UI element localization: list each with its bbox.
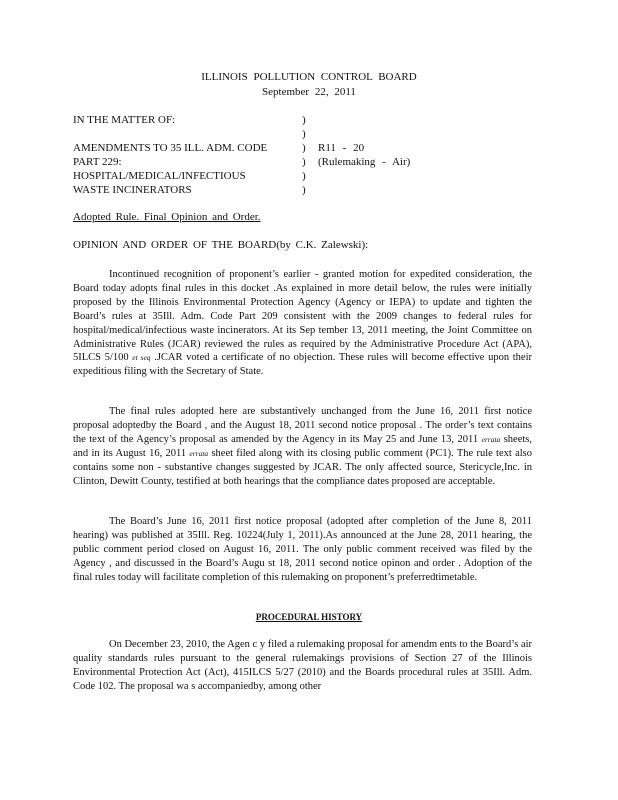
caption-left-line: WASTE INCINERATORS [73,184,192,196]
docket-number: R11 - 20 [318,142,365,154]
opinion-heading: OPINION AND ORDER OF THE BOARD(by C.K. Zalewski): [73,239,369,251]
rulemaking-type: (Rulemaking - Air) [318,156,411,168]
adopted-rule-line: Adopted Rule. Final Opinion and Order. [73,211,261,223]
caption-left-line: HOSPITAL/MEDICAL/INFECTIOUS [73,170,246,182]
caption-left-line: AMENDMENTS TO 35 ILL. ADM. CODE [73,142,268,154]
caption-paren: ) [302,128,306,140]
caption-paren: ) [302,170,306,182]
paragraph-1: Incontinued recognition of proponent’s earlier - granted motion for expedited consideration, the Board today adopts final rules in this docket .As explained in more detail below, the rules were initially proposed by the Illinois Environmental Protection Agency (Agency or IEPA) to update and tighten the Board’s rules at 35Ill. Adm. Code Part 209 consistent with the 2009 changes to federal rules for hospital/medical/infectious waste incinerators. At its Sep tember 13, 2011 meeting, the Joint Committee on Administrative Rules (JCAR) reviewed the rules as required by the Administrative Procedure Act (APA), 5ILCS 5/100 et seq .JCAR voted a certificate of no objection. These rules will become effective upon their expeditious filing with the Secretary of State. [73,269,532,378]
section-heading: PROCEDURAL HISTORY [255,612,363,622]
caption-paren: ) [302,142,306,154]
paragraph-4: On December 23, 2010, the Agen c y filed a rulemaking proposal for amendm ents to the Board’s air quality standards rules pursuant to the general rulemakings provisions of Section 27 of the Illinois Environmental Protection Act (Act), 415ILCS 5/27 (2010) and the Boards procedural rules at 35Ill. Adm. Code 102. The proposal wa s accompaniedby, among other [73,639,532,692]
caption-left-line: IN THE MATTER OF: [73,114,176,126]
caption-paren: ) [302,114,306,126]
paragraph-3: The Board’s June 16, 2011 first notice proposal (adopted after completion of the June 8, 2011 hearing) was published at 35Ill. Reg. 10224(July 1, 2011).As announced at the June 28, 2011 hearing, the public comment period closed on August 16, 2011. The only public comment received was filed by the Agency , and discussed in the Board’s Augu st 18, 2011 second notice opinon and order . Adoption of the final rules today will facilitate completion of this rulemaking on proponent’s preferredtimetable. [73,516,532,583]
document-date: September 22, 2011 [262,86,356,98]
paragraph-2: The final rules adopted here are substantively unchanged from the June 16, 2011 first notice proposal adoptedby the Board , and the August 18, 2011 second notice proposal . The order’s text contains the text of the Agency’s proposal as amended by the Agency in its May 25 and June 13, 2011 errata sheets, and in its August 16, 2011 errata sheet filed along with its closing public comment (PC1). The rule text also contains some non - substantive changes suggested by JCAR. The only affected source, Stericycle,Inc. in Clinton, Dewitt County, testified at both hearings that the compliance dates proposed are acceptable. [73,406,532,487]
caption-left-line: PART 229: [73,156,122,168]
agency-title: ILLINOIS POLLUTION CONTROL BOARD [201,71,417,83]
caption-paren: ) [302,156,306,168]
caption-paren: ) [302,184,306,196]
